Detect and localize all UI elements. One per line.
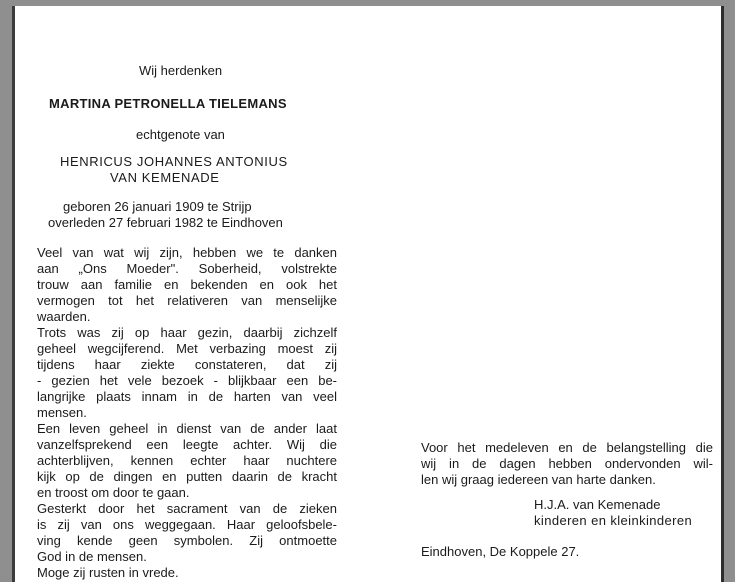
tribute-line: mensen.	[37, 405, 87, 420]
signature-name: H.J.A. van Kemenade	[534, 497, 661, 512]
tribute-line: aan „Ons Moeder". Soberheid, volstrekte	[37, 261, 337, 276]
tribute-line: Trots was zij op haar gezin, daarbij zichzelf	[37, 325, 337, 340]
tribute-line: Een leven geheel in dienst van de ander laat	[37, 421, 337, 436]
tribute-line: trouw aan familie en bekenden en ook het	[37, 277, 337, 292]
tribute-line: Veel van wat wij zijn, hebben we te danken	[37, 245, 337, 260]
tribute-line: vermogen tot het relativeren van menselijke	[37, 293, 337, 308]
tribute-line: - gezien het vele bezoek - blijkbaar een be-	[37, 373, 337, 388]
tribute-line: is zij van ons weggegaan. Haar geloofsbele-	[37, 517, 337, 532]
tribute-line: vanzelfsprekend een leegte achter. Wij die	[37, 437, 337, 452]
death-info-text: overleden 27 februari 1982 te Eindhoven	[48, 215, 283, 230]
thanks-line: Voor het medeleven en de belangstelling die	[421, 440, 713, 455]
signature-family: kinderen en kleinkinderen	[534, 513, 693, 528]
thanks-line: len wij graag iedereen van harte danken.	[421, 472, 656, 487]
tribute-line: en troost om door te gaan.	[37, 485, 190, 500]
tribute-line: geheel wegcijferend. Met verbazing moest zij	[37, 341, 337, 356]
spouse-name-line1: HENRICUS JOHANNES ANTONIUS	[60, 154, 288, 169]
tribute-line: tijdens haar ziekte constateren, dat zij	[37, 357, 337, 372]
tribute-line: Gesterkt door het sacrament van de zieken	[37, 501, 337, 516]
address-text: Eindhoven, De Koppele 27.	[421, 544, 580, 559]
relation-text: echtgenote van	[136, 127, 225, 142]
deceased-name: MARTINA PETRONELLA TIELEMANS	[49, 96, 287, 111]
tribute-line: Moge zij rusten in vrede.	[37, 565, 179, 580]
tribute-line: langrijke plaats innam in de harten van veel	[37, 389, 337, 404]
tribute-line: kijk op de dingen en putten daarin de kracht	[37, 469, 337, 484]
intro-text: Wij herdenken	[139, 63, 223, 78]
memorial-card	[12, 6, 724, 582]
thanks-line: wij in de dagen hebben ondervonden wil-	[421, 456, 713, 471]
birth-info: geboren 26 januari 1909 te Strijp	[63, 199, 252, 214]
tribute-line: ving kende geen symbolen. Zij ontmoette	[37, 533, 337, 548]
tribute-line: God in de mensen.	[37, 549, 147, 564]
tribute-line: waarden.	[37, 309, 91, 324]
spouse-name-line2: VAN KEMENADE	[110, 170, 220, 185]
tribute-line: achterblijven, kennen echter haar nuchtere	[37, 453, 337, 468]
